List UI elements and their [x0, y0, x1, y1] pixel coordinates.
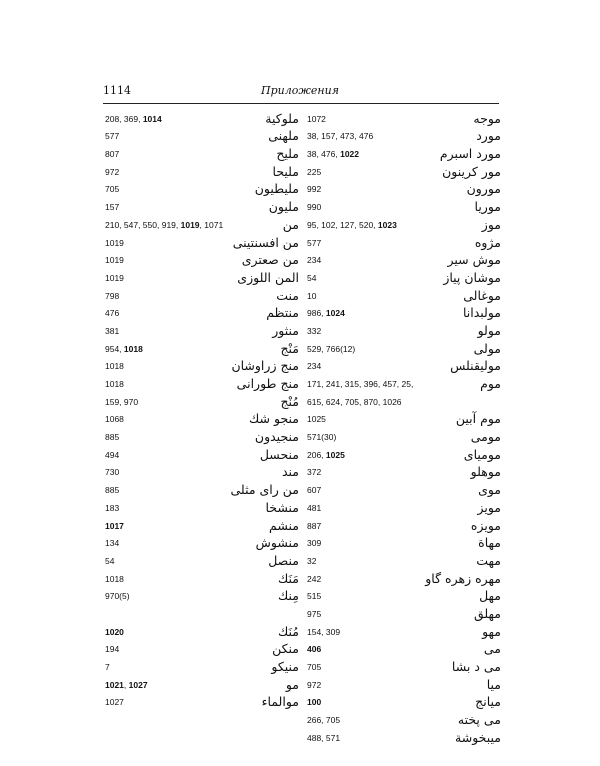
page-references [105, 662, 110, 672]
reference: 95, 102, 127, 520, [307, 219, 378, 230]
index-entry [305, 709, 503, 727]
reference: 159, 970 [105, 396, 139, 407]
index-entry [305, 656, 503, 674]
principal-reference: 1018 [123, 343, 143, 354]
reference: 54 [307, 272, 317, 283]
principal-reference: 1014 [142, 113, 162, 124]
index-entry [103, 497, 301, 515]
reference: 381 [105, 325, 120, 336]
headword: ملوكية [265, 110, 299, 126]
headword: مُنَك [277, 623, 299, 639]
reference: 887 [307, 520, 322, 531]
headword: مند [281, 464, 299, 480]
index-entry [305, 462, 503, 480]
index-entry [305, 444, 503, 462]
reference: 730 [105, 467, 120, 478]
page-references [105, 397, 138, 407]
index-entry [103, 303, 301, 321]
index-entry [103, 285, 301, 303]
page-references [105, 273, 124, 283]
page-references [105, 131, 119, 141]
reference: 798 [105, 290, 120, 301]
page-references [307, 202, 321, 212]
headword: مى د بشا [451, 659, 501, 674]
headword: مور كرينون [442, 163, 501, 179]
reference: 972 [105, 166, 120, 177]
page-references [307, 220, 397, 230]
page-references [307, 131, 373, 141]
index-entry [305, 161, 503, 179]
headword: منشخا [265, 499, 299, 515]
headword: من [282, 216, 299, 232]
index-entry [103, 356, 301, 374]
index-entry [103, 550, 301, 568]
headword: مورد [476, 128, 501, 144]
page-references [307, 538, 321, 548]
page-references [307, 167, 321, 177]
headword: المن اللوزى [237, 269, 299, 285]
reference: , [123, 679, 129, 690]
index-entry [103, 338, 301, 356]
index-column-right [305, 108, 503, 745]
reference: 206, [307, 449, 326, 460]
principal-reference: 1027 [128, 679, 148, 690]
index-entry [305, 533, 503, 551]
index-entry [103, 692, 301, 710]
headword: مژوه [474, 234, 501, 250]
page-references [307, 627, 340, 637]
page-references [105, 591, 130, 601]
reference: 986, [307, 308, 326, 319]
reference: 615, 624, 705, 870, 1026 [307, 396, 402, 407]
principal-reference: 1025 [325, 449, 345, 460]
reference: 1025 [307, 414, 326, 425]
headword: من صعترى [241, 252, 299, 268]
reference: 10 [307, 290, 317, 301]
reference: 38, 476, [307, 149, 341, 160]
headword: من راى مثلى [230, 482, 299, 498]
headword: مليح [276, 146, 299, 162]
reference: 134 [105, 538, 120, 549]
index-entry [305, 126, 503, 144]
headword: مو [285, 676, 299, 692]
page-references [307, 361, 321, 371]
reference: 332 [307, 325, 322, 336]
reference: 1027 [105, 697, 124, 708]
headword: مُنْج [280, 393, 299, 409]
index-entry [103, 161, 301, 179]
headword: موى [478, 482, 501, 498]
headword: منجو شك [249, 411, 299, 427]
page-references [105, 326, 119, 336]
index-entry [103, 214, 301, 232]
reference: 476 [105, 308, 120, 319]
page-references [307, 503, 321, 513]
page-references [105, 680, 148, 690]
page-references [105, 521, 124, 531]
index-entry [103, 373, 301, 391]
principal-reference: 1023 [377, 219, 397, 230]
reference: 494 [105, 449, 120, 460]
page-references [307, 273, 316, 283]
page-references [105, 450, 119, 460]
page-number: 1114 [103, 84, 131, 97]
headword: موز [481, 216, 501, 232]
page-references [307, 238, 321, 248]
reference: 975 [307, 608, 322, 619]
index-entry [305, 373, 503, 391]
headword: موهلو [470, 464, 501, 480]
page-references [105, 149, 119, 159]
index-entry [305, 409, 503, 427]
headword: منثور [272, 322, 299, 338]
headword: مولبدانا [462, 305, 501, 321]
index-entry [103, 533, 301, 551]
headword: منتظم [266, 305, 299, 321]
headword: موريا [474, 199, 501, 215]
reference: 234 [307, 361, 322, 372]
index-column-left [103, 108, 301, 709]
reference: 885 [105, 485, 120, 496]
page-references [307, 467, 321, 477]
headword: ميبخوشة [455, 729, 501, 745]
headword: منشوش [255, 535, 299, 551]
reference: 1018 [105, 361, 124, 372]
reference: 577 [307, 237, 322, 248]
headword: مِنك [277, 588, 299, 604]
headword: موميای [463, 446, 501, 462]
index-entry [305, 143, 503, 161]
headword: منصل [268, 552, 299, 568]
page-references [307, 697, 321, 707]
principal-reference: 1024 [325, 308, 345, 319]
headword: مهو [482, 623, 501, 639]
page-references [105, 238, 124, 248]
page-references [307, 397, 402, 407]
headword: مَنَك [277, 570, 299, 586]
reference: 529, 766(12) [307, 343, 356, 354]
reference: 970(5) [105, 591, 130, 602]
index-entry [305, 320, 503, 338]
headword: مليحا [272, 163, 299, 179]
page-references [105, 644, 119, 654]
index-entry [305, 179, 503, 197]
reference: 225 [307, 166, 322, 177]
index-entry [305, 727, 503, 745]
page-references [307, 680, 321, 690]
principal-reference: 100 [307, 697, 322, 708]
page-references [105, 467, 119, 477]
page-references [307, 662, 321, 672]
index-entry [305, 285, 503, 303]
page-references [307, 184, 321, 194]
index-entry [103, 179, 301, 197]
reference: 309 [307, 538, 322, 549]
index-entry [103, 462, 301, 480]
index-entry [305, 250, 503, 268]
index-entry [103, 143, 301, 161]
reference: 1018 [105, 573, 124, 584]
headword: موجه [473, 110, 501, 126]
principal-reference: 1017 [105, 520, 124, 531]
headword: مَنْج [280, 340, 299, 356]
principal-reference: 1020 [105, 626, 124, 637]
page-references [105, 627, 124, 637]
headword: مليطيون [254, 181, 299, 197]
index-entry [103, 320, 301, 338]
page-references [105, 114, 162, 124]
headword: مويز [477, 499, 501, 515]
page-references [307, 344, 355, 354]
headword: مهلق [473, 605, 501, 621]
page-references [105, 556, 114, 566]
index-entry [305, 639, 503, 657]
reference: 990 [307, 202, 322, 213]
reference: 210, 547, 550, 919, [105, 219, 181, 230]
headword: منج طورانى [236, 376, 299, 391]
reference: 807 [105, 149, 120, 160]
index-entry [103, 515, 301, 533]
headword: موشان پياز [443, 269, 501, 285]
index-entry [103, 250, 301, 268]
page-references [105, 202, 119, 212]
headword: منكن [272, 641, 299, 657]
page-references [105, 361, 124, 371]
headword: ميا [486, 676, 501, 692]
page-references [307, 379, 413, 389]
reference: 1068 [105, 414, 124, 425]
page-references [105, 184, 119, 194]
page-references [307, 149, 359, 159]
index-entry [103, 267, 301, 285]
page-references [105, 574, 124, 584]
reference: 1018 [105, 379, 124, 389]
page-references [307, 591, 321, 601]
header-rule [103, 103, 499, 104]
page-references [307, 733, 340, 743]
index-entry [305, 356, 503, 374]
headword: موم [480, 376, 501, 391]
index-entry [305, 550, 503, 568]
page-references [105, 503, 119, 513]
headword: مهل [479, 588, 501, 604]
headword: مويزه [470, 517, 501, 533]
reference: 171, 241, 315, 396, 457, 25, [307, 379, 414, 389]
headword: منشم [269, 517, 299, 533]
index-entry [305, 391, 503, 409]
index-entry [305, 232, 503, 250]
reference: 885 [105, 432, 120, 443]
headword: منت [276, 287, 299, 303]
index-entry [103, 639, 301, 657]
reference: 972 [307, 679, 322, 690]
index-entry [103, 426, 301, 444]
reference: 208, 369, [105, 113, 143, 124]
page-references [105, 414, 124, 424]
principal-reference: 406 [307, 644, 322, 655]
reference: 54 [105, 555, 115, 566]
page-references [307, 574, 321, 584]
headword: مولو [477, 322, 501, 338]
headword: منجيدون [254, 429, 299, 445]
index-entry [103, 126, 301, 144]
reference: 38, 157, 473, 476 [307, 131, 374, 142]
index-entry [305, 515, 503, 533]
headword: موغالى [463, 287, 501, 303]
reference: 1019 [105, 237, 124, 248]
reference: 7 [105, 662, 110, 672]
index-entry [305, 303, 503, 321]
reference: 577 [105, 131, 120, 142]
page-references [105, 344, 143, 354]
reference: 157 [105, 202, 120, 213]
headword: مهره زهره گاو [425, 570, 501, 586]
page-references [105, 308, 119, 318]
index-entry [305, 338, 503, 356]
index-entry [103, 391, 301, 409]
page-references [307, 255, 321, 265]
headword: منحسل [259, 446, 299, 462]
index-entry [305, 692, 503, 710]
principal-reference: 1021 [105, 679, 124, 690]
page-references [307, 450, 345, 460]
page-references [105, 291, 119, 301]
index-entry [305, 586, 503, 604]
reference: 515 [307, 591, 322, 602]
page-references [105, 220, 223, 230]
reference: 992 [307, 184, 322, 195]
reference: 32 [307, 555, 317, 566]
headword: مهاة [478, 535, 501, 551]
headword: ملهنى [268, 128, 299, 144]
reference: 183 [105, 502, 120, 513]
index-entry [305, 479, 503, 497]
headword: مليون [268, 199, 299, 215]
principal-reference: 1019 [180, 219, 200, 230]
page-references [105, 697, 124, 707]
headword: مورد اسبرم [439, 146, 501, 162]
reference: 154, 309 [307, 626, 341, 637]
page-references [307, 556, 316, 566]
index-entry [103, 108, 301, 126]
reference: 481 [307, 502, 322, 513]
index-entry [305, 214, 503, 232]
index-entry [305, 426, 503, 444]
index-entry [103, 586, 301, 604]
index-entry [103, 621, 301, 639]
index-entry [103, 444, 301, 462]
reference: 194 [105, 644, 120, 655]
page-references [307, 521, 321, 531]
headword: منيكو [271, 659, 299, 674]
headword: موليقنلس [450, 358, 501, 374]
index-entry [305, 674, 503, 692]
page-references [307, 485, 321, 495]
reference: 571(30) [307, 432, 337, 443]
reference: 234 [307, 255, 322, 266]
reference: 488, 571 [307, 732, 341, 743]
page-references [307, 432, 336, 442]
reference: , 1071 [199, 219, 224, 230]
index-entry [305, 621, 503, 639]
index-entry [103, 196, 301, 214]
page-references [105, 432, 119, 442]
page-references [307, 291, 316, 301]
headword: مى [483, 641, 501, 657]
reference: 1019 [105, 272, 124, 283]
index-entry [305, 497, 503, 515]
headword: مهت [476, 552, 501, 568]
headword: موالماء [261, 694, 299, 710]
page-references [307, 644, 321, 654]
headword: موش سير [447, 252, 501, 268]
reference: 705 [105, 184, 120, 195]
page-references [307, 609, 321, 619]
index-entry [305, 568, 503, 586]
headword: منج زراوشان [231, 358, 299, 374]
reference: 705 [307, 662, 322, 672]
page-references [307, 715, 340, 725]
index-entry [305, 603, 503, 621]
reference: 242 [307, 573, 322, 584]
page-references [105, 538, 119, 548]
page-references [307, 414, 326, 424]
headword: مومى [470, 429, 501, 445]
index-entry [103, 674, 301, 692]
page-references [307, 326, 321, 336]
index-entry [305, 108, 503, 126]
page-references [307, 114, 326, 124]
page-references [105, 485, 119, 495]
page-references [105, 255, 124, 265]
index-entry [103, 409, 301, 427]
headword: من افسنتينى [232, 234, 299, 250]
index-entry [103, 232, 301, 250]
page-references [105, 167, 119, 177]
index-entry [103, 656, 301, 674]
reference: 1019 [105, 255, 124, 266]
page-references [307, 308, 345, 318]
headword: موم آبين [455, 411, 501, 427]
headword: مى پخته [457, 712, 501, 728]
index-entry [305, 196, 503, 214]
reference: 266, 705 [307, 715, 341, 726]
running-head: Приложения [261, 84, 339, 97]
index-entry [103, 479, 301, 497]
headword: مورون [466, 181, 501, 197]
index-entry [103, 603, 301, 621]
reference: 1072 [307, 113, 326, 124]
index-entry [305, 267, 503, 285]
headword: ميانج [475, 694, 501, 710]
reference: 954, [105, 343, 124, 354]
page-references [105, 379, 124, 389]
principal-reference: 1022 [340, 149, 360, 160]
index-entry [103, 568, 301, 586]
reference: 607 [307, 485, 322, 496]
headword: مولى [473, 340, 501, 356]
reference: 372 [307, 467, 322, 478]
